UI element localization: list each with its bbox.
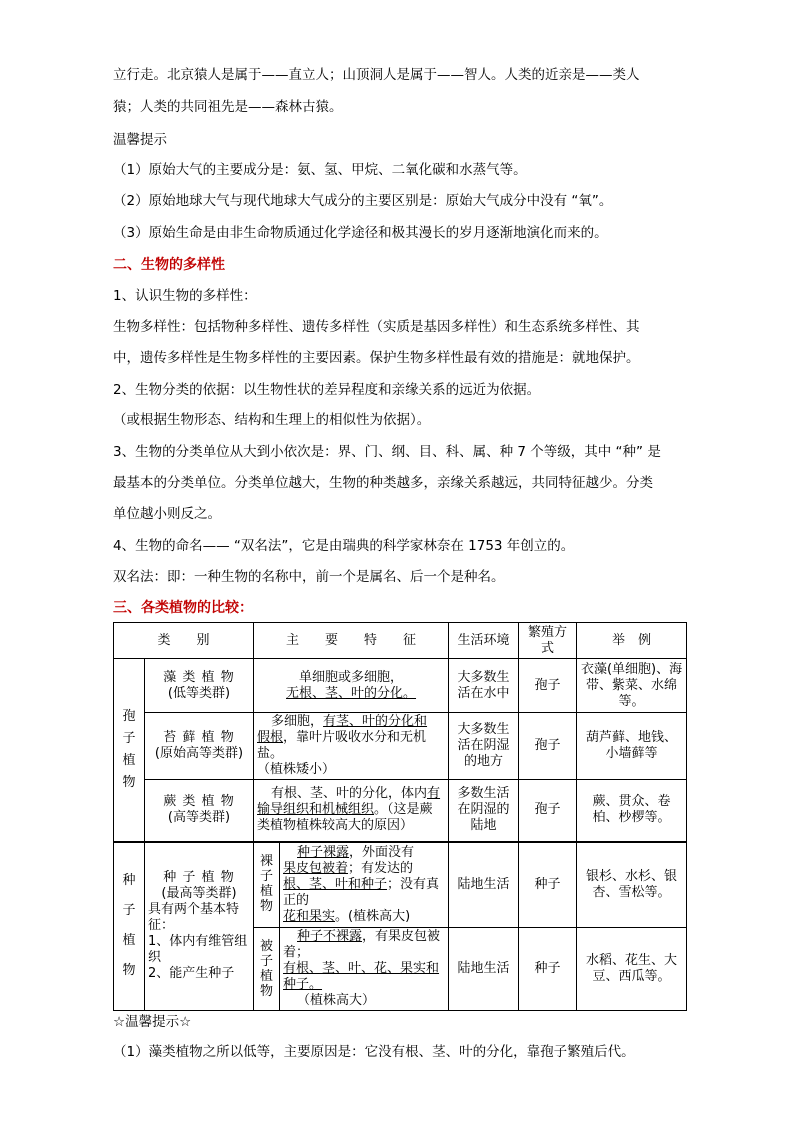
- angio-feature-a: 种子不裸露: [297, 929, 363, 944]
- section-2-heading: 二、生物的多样性: [113, 257, 225, 273]
- algae-examples: 衣藻(单细胞)、海带、紫菜、水绵等。: [577, 659, 687, 713]
- moss-feature-e: （植株矮小）: [257, 762, 336, 777]
- table-row-moss: [114, 713, 687, 780]
- spore-plants-group: [114, 659, 145, 842]
- gymnosperm-features: [280, 842, 449, 928]
- section-2-paragraph: 单位越小则反之。: [113, 506, 221, 522]
- tip2-item-1: （1）藻类植物之所以低等，主要原因是：它没有根、茎、叶的分化，靠孢子繁殖后代。: [113, 1044, 635, 1060]
- gymno-feature-f: ；没有真正的: [283, 876, 440, 908]
- seed-plants-desc-1: 具有两个基本特征：: [148, 902, 240, 934]
- tip-item-1: （1）原始大气的主要成分是：氨、氢、甲烷、二氧化碳和水蒸气等。: [113, 162, 527, 178]
- header-category: 类 别: [114, 623, 254, 659]
- moss-habitat: 大多数生活在阴湿的地方: [449, 713, 519, 780]
- gymno-feature-d: ；有发达的: [348, 860, 414, 876]
- angiosperm-label-cell: [254, 928, 280, 1011]
- section-2-paragraph: 最基本的分类单位。分类单位越大，生物的种类越多，亲缘关系越远，共同特征越少。分类: [113, 475, 653, 491]
- moss-feature-c: 假根: [257, 730, 284, 745]
- fern-feature-a: 有根、茎、叶的分化，: [271, 786, 402, 802]
- tip-title: 温馨提示: [113, 132, 167, 148]
- gymnosperm-label-cell: [254, 842, 280, 928]
- seed-plants-group: [114, 842, 145, 1011]
- gymnosperm-label: 裸子植物: [260, 854, 274, 915]
- seed-plants-desc-2: 1、体内有维管组织: [148, 934, 248, 966]
- moss-level: (原始高等类群): [154, 746, 244, 761]
- gymnosperm-reproduction: 种子: [519, 842, 577, 928]
- seed-plants-level: (最高等类群): [161, 886, 237, 902]
- gymno-feature-g: 花和果实: [283, 908, 336, 924]
- angiosperm-examples: 水稻、花生、大豆、西瓜等。: [577, 928, 687, 1011]
- algae-name: 藻 类 植 物: [163, 669, 235, 685]
- fern-feature-c: 有输导组织和机械组织: [257, 786, 441, 818]
- table-row-gymnosperm: [114, 842, 687, 928]
- gymnosperm-habitat: 陆地生活: [449, 842, 519, 928]
- spore-plants-label: 孢子植物: [122, 708, 136, 790]
- fern-features: [254, 780, 449, 842]
- seed-plants-category: [145, 842, 254, 1011]
- fern-name: 蕨 类 植 物: [163, 794, 235, 810]
- fern-reproduction: 孢子: [519, 780, 577, 842]
- angio-feature-d: （植株高大）: [297, 993, 376, 1008]
- intro-line-1: 立行走。北京猿人是属于——直立人；山顶洞人是属于——智人。人类的近亲是——类人: [113, 67, 640, 83]
- section-2-paragraph: 2、生物分类的依据：以生物性状的差异程度和亲缘关系的远近为依据。: [113, 382, 541, 398]
- gymnosperm-examples: 银杉、水杉、银杏、雪松等。: [577, 842, 687, 928]
- section-2-paragraph: 生物多样性：包括物种多样性、遗传多样性（实质是基因多样性）和生态系统多样性、其: [113, 319, 640, 335]
- section-2-paragraph: （或根据生物形态、结构和生理上的相似性为依据）。: [113, 412, 431, 428]
- tip-item-2: （2）原始地球大气与现代地球大气成分的主要区别是：原始大气成分中没有 “氧”。: [113, 193, 613, 209]
- section-3-heading: 三、各类植物的比较：: [113, 600, 253, 616]
- intro-line-2: 猿；人类的共同祖先是——森林古猿。: [113, 99, 343, 115]
- header-reproduction: 繁殖方式: [519, 623, 577, 659]
- moss-reproduction: 孢子: [519, 713, 577, 780]
- moss-category: [145, 713, 254, 780]
- section-2-paragraph: 4、生物的命名—— “双名法”，它是由瑞典的科学家林奈在 1753 年创立的。: [113, 538, 575, 554]
- angio-feature-c: 有根、茎、叶、花、果实和种子。: [283, 961, 440, 992]
- table-row-fern: [114, 780, 687, 842]
- seed-plants-name: 种 子 植 物: [163, 870, 235, 886]
- algae-level: (低等类群): [167, 685, 231, 701]
- section-2-paragraph: 中，遗传多样性是生物多样性的主要因素。保护生物多样性最有效的措施是：就地保护。: [113, 350, 640, 366]
- algae-features: [254, 659, 449, 713]
- header-examples: 举 例: [577, 623, 687, 659]
- seed-plants-label: 种子植物: [122, 873, 136, 979]
- fern-feature-d: 。（这是蕨类植物植株较高大的原因）: [257, 802, 433, 834]
- gymno-feature-e: 根、茎、叶和种子: [283, 876, 388, 892]
- angio-feature-b: ，有果皮包被着；: [283, 929, 441, 960]
- section-2-paragraph: 双名法：即：一种生物的名称中，前一个是属名、后一个是种名。: [113, 569, 505, 585]
- algae-habitat: 大多数生活在水中: [449, 659, 519, 713]
- moss-feature-a: 多细胞，: [271, 714, 324, 729]
- angiosperm-label: 被子植物: [260, 938, 274, 999]
- gymno-feature-b: ，外面没有: [349, 844, 415, 860]
- table-header-row: [114, 623, 687, 659]
- section-2-paragraph: 1、认识生物的多样性：: [113, 288, 257, 304]
- table-row-algae: [114, 659, 687, 713]
- angiosperm-habitat: 陆地生活: [449, 928, 519, 1011]
- gymno-feature-h: 。(植株高大): [335, 908, 411, 924]
- seed-plants-desc-3: 2、能产生种子: [148, 966, 235, 982]
- fern-category: [145, 780, 254, 842]
- moss-features: [254, 713, 449, 780]
- gymno-feature-a: 种子裸露: [297, 844, 350, 860]
- angiosperm-reproduction: 种子: [519, 928, 577, 1011]
- header-habitat: 生活环境: [449, 623, 519, 659]
- section-2-paragraph: 3、生物的分类单位从大到小依次是：界、门、纲、目、科、属、种 7 个等级，其中 “种” 是: [113, 444, 661, 460]
- moss-feature-b: 有茎、叶的分化和: [323, 714, 428, 729]
- fern-habitat: 多数生活在阴湿的陆地: [449, 780, 519, 842]
- algae-category: [145, 659, 254, 713]
- gymno-feature-c: 果皮包被着: [283, 860, 349, 876]
- plant-comparison-table: [113, 622, 687, 1011]
- algae-reproduction: 孢子: [519, 659, 577, 713]
- moss-feature-d: ，靠叶片吸收水分和无机盐。: [257, 730, 427, 761]
- fern-feature-b: 体内: [401, 786, 428, 802]
- algae-feature-a: 单细胞或多细胞，: [299, 669, 404, 685]
- header-features: 主 要 特 征: [254, 623, 449, 659]
- moss-examples: 葫芦藓、地钱、小墙藓等: [577, 713, 687, 780]
- moss-name: 苔 藓 植 物: [163, 730, 235, 745]
- angiosperm-features: [280, 928, 449, 1011]
- fern-level: (高等类群): [167, 810, 231, 826]
- tip2-title: ☆温馨提示☆: [113, 1014, 192, 1030]
- tip-item-3: （3）原始生命是由非生命物质通过化学途径和极其漫长的岁月逐渐地演化而来的。: [113, 225, 608, 241]
- fern-examples: 蕨、贯众、卷柏、杪椤等。: [577, 780, 687, 842]
- algae-feature-b: 无根、茎、叶的分化。: [286, 685, 417, 701]
